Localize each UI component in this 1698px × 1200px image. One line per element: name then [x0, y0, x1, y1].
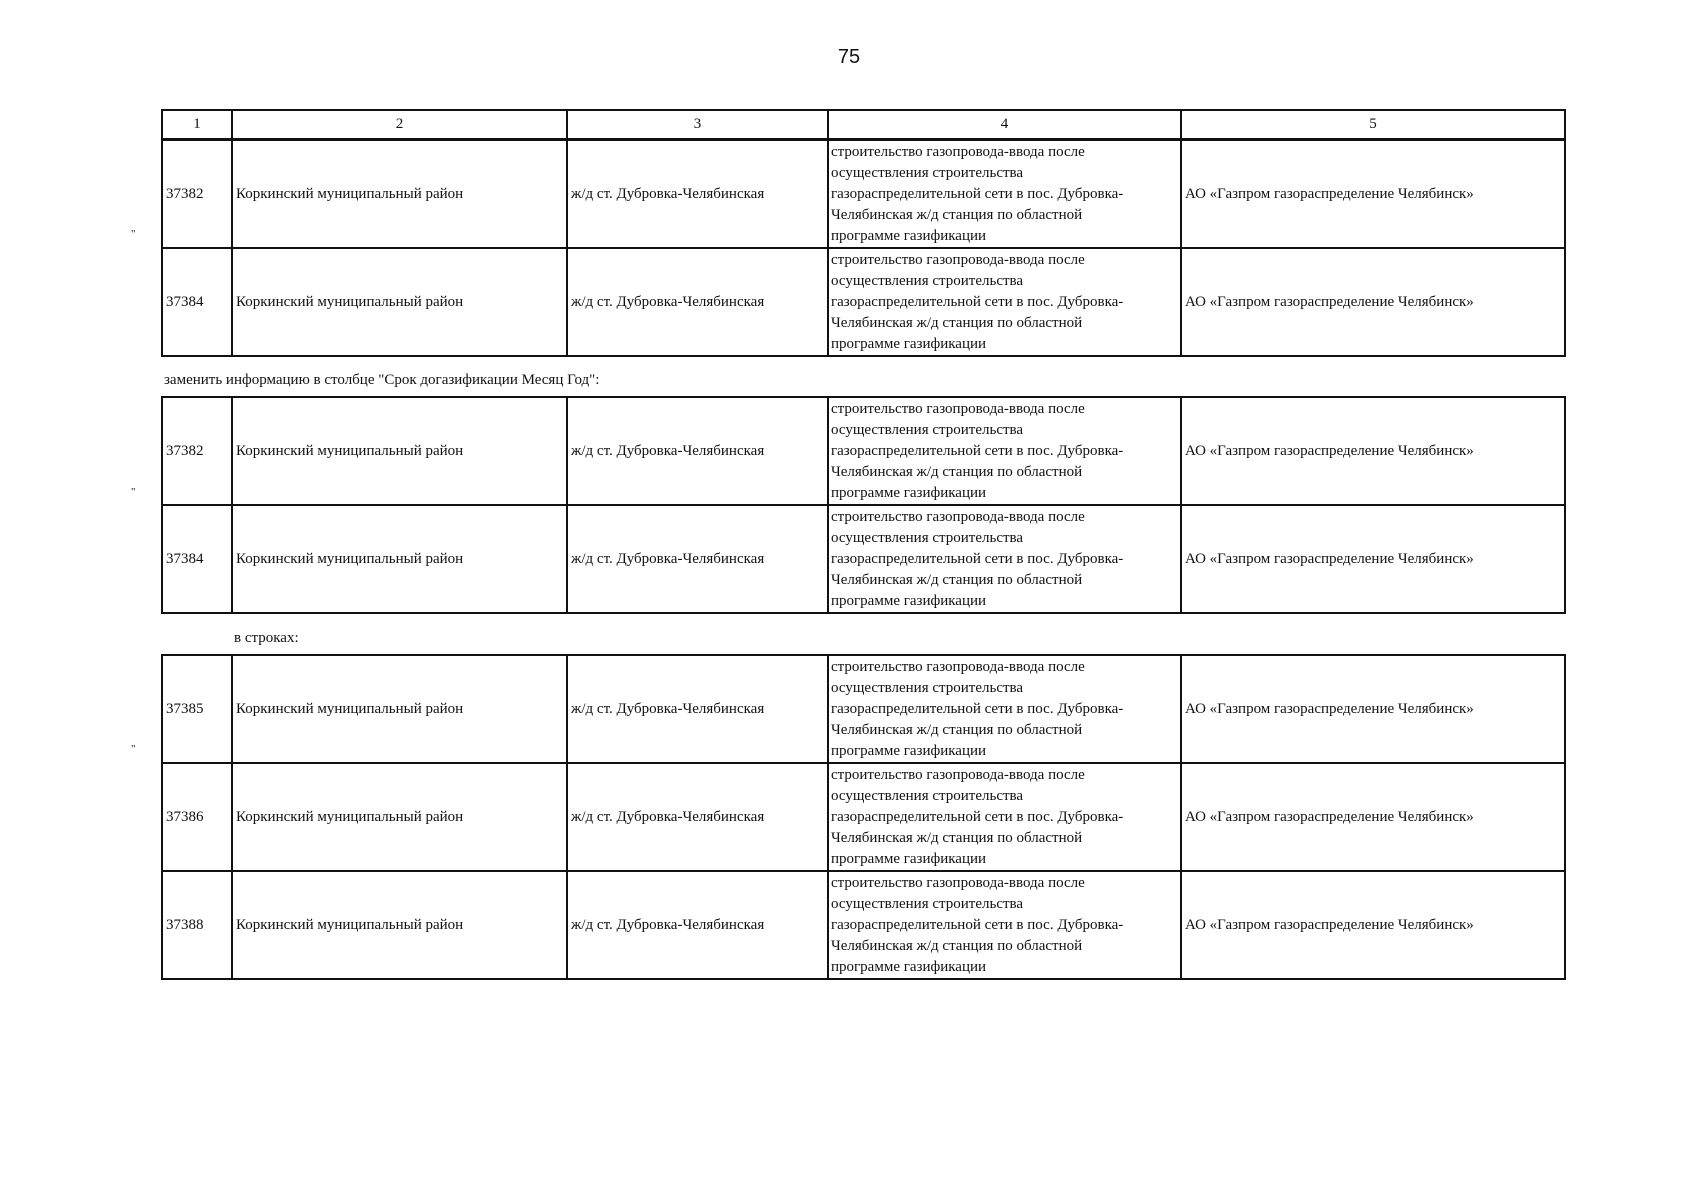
description-line: Челябинская ж/д станция по областной [831, 721, 1083, 738]
cell-district: Коркинский муниципальный район [232, 505, 567, 613]
cell-district: Коркинский муниципальный район [232, 763, 567, 871]
table-row [162, 140, 1565, 248]
cell-description [828, 655, 1181, 763]
cell-description [828, 505, 1181, 613]
cell-district: Коркинский муниципальный район [232, 655, 567, 763]
cell-location: ж/д ст. Дубровка-Челябинская [567, 397, 828, 505]
table-row [162, 248, 1565, 356]
description-line: осуществления строительства [831, 529, 1024, 546]
cell-description [828, 248, 1181, 356]
description-line: газораспределительной сети в пос. Дубровка- [831, 442, 1124, 459]
cell-district: Коркинский муниципальный район [232, 248, 567, 356]
description-line: строительство газопровода-ввода после [831, 766, 1085, 783]
description-line: программе газификации [831, 850, 987, 867]
cell-id: 37385 [162, 655, 232, 763]
table-row [162, 763, 1565, 871]
header-row [162, 110, 1565, 139]
description-line: газораспределительной сети в пос. Дубровка- [831, 916, 1124, 933]
cell-id: 37382 [162, 397, 232, 505]
description-line: программе газификации [831, 335, 987, 352]
table-row [162, 505, 1565, 613]
description-line: газораспределительной сети в пос. Дубровка- [831, 700, 1124, 717]
note-rows: в строках: [234, 630, 299, 646]
cell-description [828, 140, 1181, 248]
header-col-2: 2 [232, 110, 567, 139]
cell-id: 37382 [162, 140, 232, 248]
table-row [162, 871, 1565, 979]
page-number: 75 [837, 46, 861, 68]
description-line: Челябинская ж/д станция по областной [831, 206, 1083, 223]
description-line: газораспределительной сети в пос. Дубровка- [831, 293, 1124, 310]
description-line: газораспределительной сети в пос. Дубровка- [831, 185, 1124, 202]
cell-organization: АО «Газпром газораспределение Челябинск» [1181, 397, 1565, 505]
table-block-2 [161, 396, 1566, 614]
cell-organization: АО «Газпром газораспределение Челябинск» [1181, 140, 1565, 248]
cell-id: 37386 [162, 763, 232, 871]
table-row [162, 397, 1565, 505]
description-line: строительство газопровода-ввода после [831, 874, 1085, 891]
quote-mark: " [131, 486, 136, 498]
description-line: осуществления строительства [831, 679, 1024, 696]
description-line: Челябинская ж/д станция по областной [831, 829, 1083, 846]
description-line: программе газификации [831, 742, 987, 759]
description-line: Челябинская ж/д станция по областной [831, 314, 1083, 331]
description-line: программе газификации [831, 484, 987, 501]
description-line: Челябинская ж/д станция по областной [831, 571, 1083, 588]
description-line: программе газификации [831, 227, 987, 244]
description-line: строительство газопровода-ввода после [831, 508, 1085, 525]
description-line: осуществления строительства [831, 272, 1024, 289]
description-line: программе газификации [831, 958, 987, 975]
cell-location: ж/д ст. Дубровка-Челябинская [567, 248, 828, 356]
cell-organization: АО «Газпром газораспределение Челябинск» [1181, 248, 1565, 356]
cell-district: Коркинский муниципальный район [232, 397, 567, 505]
description-line: Челябинская ж/д станция по областной [831, 463, 1083, 480]
description-line: программе газификации [831, 592, 987, 609]
description-line: строительство газопровода-ввода после [831, 251, 1085, 268]
header-table [161, 109, 1566, 140]
cell-id: 37384 [162, 505, 232, 613]
header-col-4: 4 [828, 110, 1181, 139]
cell-district: Коркинский муниципальный район [232, 140, 567, 248]
cell-location: ж/д ст. Дубровка-Челябинская [567, 871, 828, 979]
cell-organization: АО «Газпром газораспределение Челябинск» [1181, 655, 1565, 763]
table-block-3 [161, 654, 1566, 980]
cell-description [828, 763, 1181, 871]
cell-description [828, 871, 1181, 979]
description-line: Челябинская ж/д станция по областной [831, 937, 1083, 954]
header-col-5: 5 [1181, 110, 1565, 139]
description-line: строительство газопровода-ввода после [831, 143, 1085, 160]
cell-location: ж/д ст. Дубровка-Челябинская [567, 763, 828, 871]
cell-id: 37384 [162, 248, 232, 356]
cell-location: ж/д ст. Дубровка-Челябинская [567, 140, 828, 248]
description-line: строительство газопровода-ввода после [831, 400, 1085, 417]
description-line: осуществления строительства [831, 787, 1024, 804]
cell-organization: АО «Газпром газораспределение Челябинск» [1181, 505, 1565, 613]
cell-location: ж/д ст. Дубровка-Челябинская [567, 655, 828, 763]
cell-description [828, 397, 1181, 505]
cell-organization: АО «Газпром газораспределение Челябинск» [1181, 871, 1565, 979]
description-line: осуществления строительства [831, 164, 1024, 181]
cell-id: 37388 [162, 871, 232, 979]
table-row [162, 655, 1565, 763]
quote-mark: " [131, 743, 136, 755]
cell-organization: АО «Газпром газораспределение Челябинск» [1181, 763, 1565, 871]
description-line: газораспределительной сети в пос. Дубровка- [831, 550, 1124, 567]
description-line: осуществления строительства [831, 421, 1024, 438]
description-line: строительство газопровода-ввода после [831, 658, 1085, 675]
header-col-3: 3 [567, 110, 828, 139]
header-col-1: 1 [162, 110, 232, 139]
note-replace: заменить информацию в столбце "Срок догазификации Месяц Год": [164, 372, 600, 388]
cell-district: Коркинский муниципальный район [232, 871, 567, 979]
cell-location: ж/д ст. Дубровка-Челябинская [567, 505, 828, 613]
quote-mark: " [131, 228, 136, 240]
description-line: газораспределительной сети в пос. Дубровка- [831, 808, 1124, 825]
table-block-1 [161, 139, 1566, 357]
description-line: осуществления строительства [831, 895, 1024, 912]
